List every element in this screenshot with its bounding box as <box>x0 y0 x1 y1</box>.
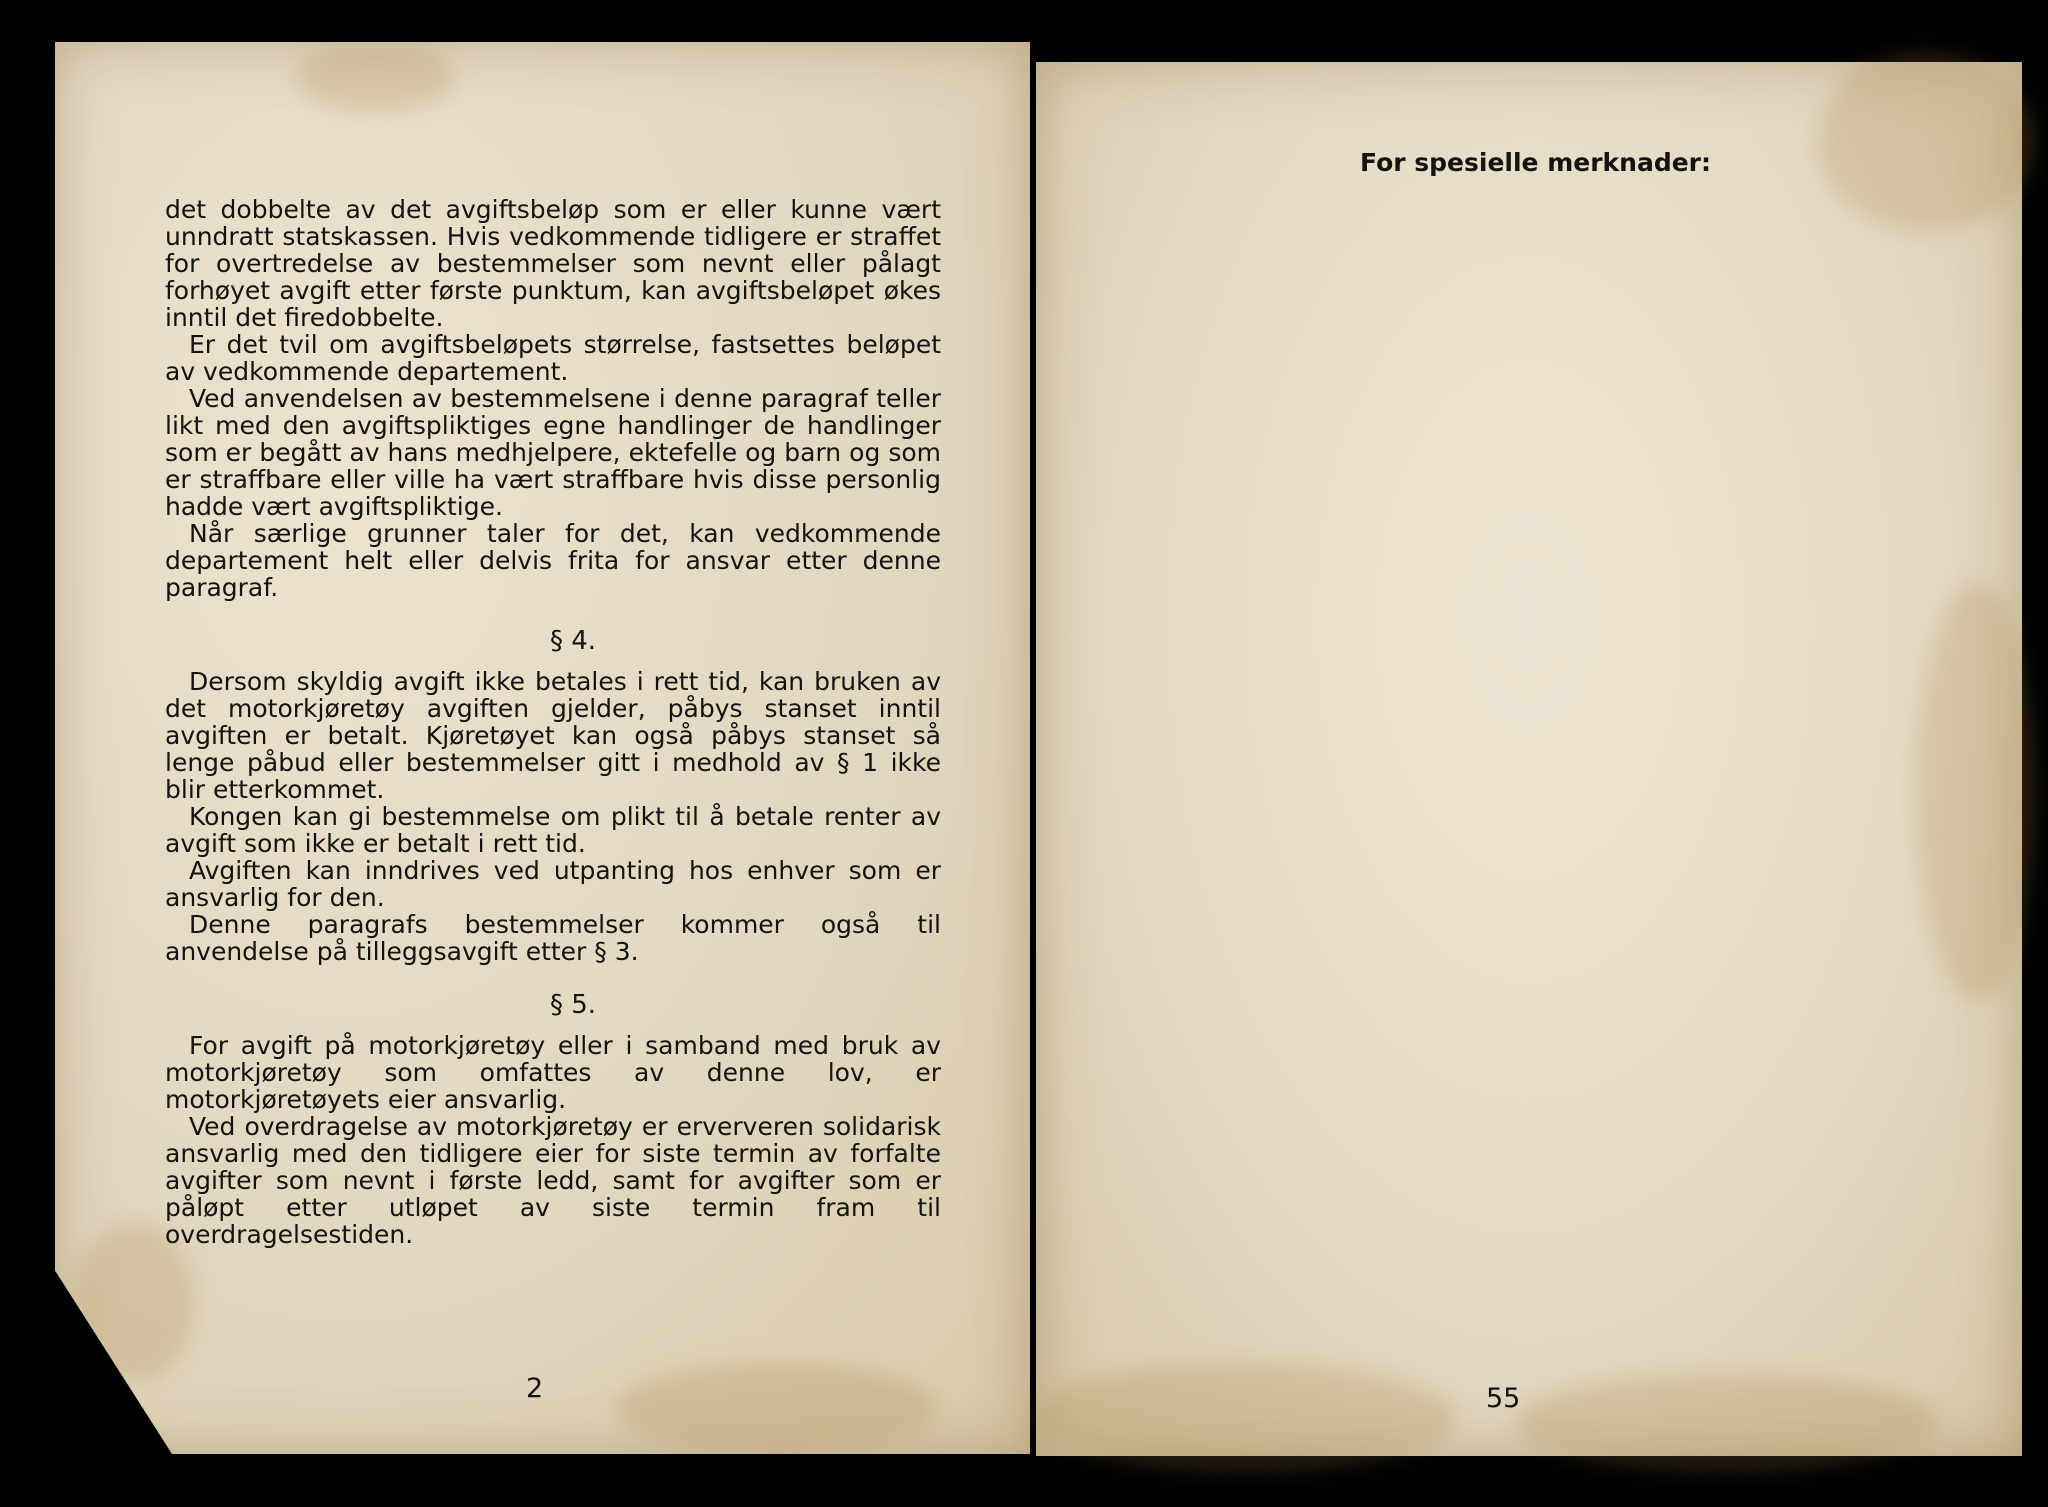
paragraph: Ved anvendelsen av bestemmelsene i denne paragraf teller likt med den avgiftspliktiges egne handlinger de handlinger som er begått av hans medhjelpere, ektefelle og barn og som er straffbare eller ville ha vært straffbare hvis disse personlig hadde vært avgiftspliktige. <box>165 384 941 521</box>
left-page-body <box>165 196 941 1248</box>
left-page-number: 2 <box>526 1373 544 1404</box>
paper-stain <box>615 1362 935 1452</box>
paper-stain <box>1036 1362 1456 1472</box>
paragraph: Kongen kan gi bestemmelse om plikt til å betale renter av avgift som ikke er betalt i rett tid. <box>165 802 941 858</box>
paper-stain <box>1516 1372 1936 1472</box>
paper-stain <box>295 42 455 112</box>
paragraph: Ved overdragelse av motorkjøretøy er erververen solidarisk ansvarlig med den tidligere eier for siste termin av forfalte avgifter som nevnt i første ledd, samt for avgifter som er påløpt etter utløpet av siste termin fram til overdragelsestiden. <box>165 1112 941 1249</box>
paragraph: Når særlige grunner taler for det, kan vedkommende departement helt eller delvis frita for ansvar etter denne paragraf. <box>165 519 941 602</box>
paragraph: Avgiften kan inndrives ved utpanting hos enhver som er ansvarlig for den. <box>165 856 941 912</box>
paragraph: Er det tvil om avgiftsbeløpets størrelse, fastsettes beløpet av vedkommende departement. <box>165 330 941 386</box>
right-page <box>1036 62 2022 1456</box>
paper-stain <box>1916 582 2036 1002</box>
paragraph: Dersom skyldig avgift ikke betales i rett tid, kan bruken av det motorkjøretøy avgiften gjelder, påbys stanset inntil avgiften er betalt. Kjøretøyet kan også påbys stanset så lenge påbud eller bestemmelser gitt i medhold av § 1 ikke blir etterkommet. <box>165 667 941 804</box>
section-5-heading: § 5. <box>549 990 597 1020</box>
paragraph: det dobbelte av det avgiftsbeløp som er eller kunne vært unndratt statskassen. Hvis vedkommende tidligere er straffet for overtredelse av bestemmelser som nevnt eller pålagt forhøyet avgift etter første punktum, kan avgiftsbeløpet økes inntil det firedobbelte. <box>165 195 941 332</box>
right-page-number: 55 <box>1486 1383 1521 1414</box>
paper-stain <box>1816 52 2036 232</box>
section-4-heading: § 4. <box>549 626 597 656</box>
paragraph: Denne paragrafs bestemmelser kommer også til anvendelse på tilleggsavgift etter § 3. <box>165 910 941 966</box>
right-page-heading: For spesielle merknader: <box>1360 148 1712 177</box>
paragraph: For avgift på motorkjøretøy eller i samband med bruk av motorkjøretøy som omfattes av denne lov, er motorkjøretøyets eier ansvarlig. <box>165 1031 941 1114</box>
